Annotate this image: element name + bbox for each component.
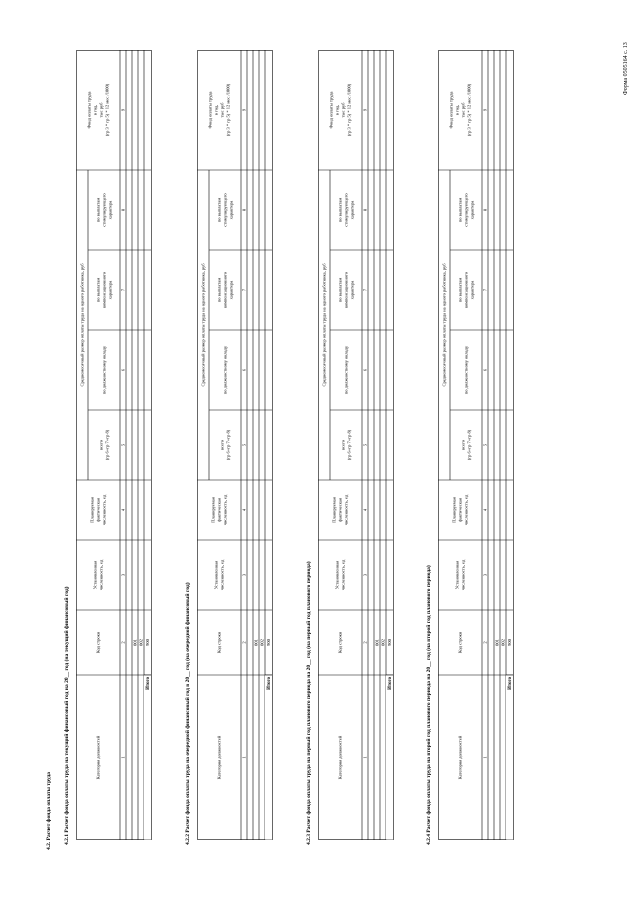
header-salary-line: по должностному окладу — [463, 345, 469, 395]
column-number: 2 — [482, 641, 488, 644]
column-number: 7 — [120, 288, 126, 292]
column-number: 9 — [482, 108, 488, 112]
header-compensation-line: компенсационного — [463, 272, 469, 308]
column-number: 5 — [482, 443, 488, 447]
row-code: 002 — [380, 639, 386, 646]
header-fund-line: (гр 3 * гр 5) * 12 мес /1000) — [346, 83, 352, 137]
column-number: 1 — [362, 756, 368, 759]
column-number: 4 — [241, 508, 247, 512]
header-planned-line: Планируемая — [210, 497, 216, 523]
column-number: 6 — [241, 368, 247, 372]
header-planned-line: численность, ед — [101, 494, 107, 526]
header-established-line: численность, ед — [460, 559, 466, 591]
header-fund-line: (гр 3 * гр 5) * 12 мес /1000) — [104, 83, 110, 137]
row-code: 002 — [259, 639, 265, 646]
header-compensation-line: по выплатам — [337, 277, 343, 303]
header-code-line: Код строки — [457, 631, 463, 654]
column-number: 8 — [241, 208, 247, 212]
header-incentive-line: стимулирующего — [222, 193, 228, 227]
column-number: 5 — [241, 443, 247, 447]
header-code-line: Код строки — [95, 631, 101, 654]
header-incentive-line: по выплатам — [95, 197, 101, 223]
header-compensation-line: характера — [107, 280, 113, 300]
header-incentive-line: стимулирующего — [463, 193, 469, 227]
header-planned-line: Планируемая — [451, 497, 457, 523]
header-category-line: Категория должностей — [457, 735, 463, 780]
row-code: 001 — [374, 639, 380, 646]
column-number: 5 — [362, 443, 368, 447]
header-fund-line: в год, — [454, 104, 460, 116]
header-planned-line: фактическая — [216, 498, 222, 522]
header-avg-group-line: Среднемесячный размер оплаты труда на одного работника, руб — [79, 263, 85, 387]
header-total-line: всего — [460, 439, 466, 451]
column-number: 1 — [120, 756, 126, 759]
header-fund-line: в год, — [92, 104, 98, 116]
header-planned-line: численность, ед — [463, 494, 469, 526]
column-number: 3 — [362, 573, 368, 577]
column-number: 4 — [482, 508, 488, 512]
header-total-line: (гр 6+гр 7+гр 8) — [346, 429, 352, 461]
total-label: Итого — [146, 677, 151, 690]
salary-fund-table — [438, 50, 520, 840]
column-number: 3 — [482, 573, 488, 577]
total-code: 900 — [266, 639, 271, 646]
column-number: 8 — [482, 208, 488, 212]
header-fund-line: в год, — [213, 104, 219, 116]
column-number: 1 — [482, 756, 488, 759]
header-fund-line: Фонд оплаты труда — [448, 91, 454, 129]
header-incentive-line: по выплатам — [457, 197, 463, 223]
header-salary-line: по должностному окладу — [222, 345, 228, 395]
salary-fund-table — [76, 50, 158, 840]
header-salary-line: по должностному окладу — [101, 345, 107, 395]
header-established-line: Установленная — [92, 560, 98, 590]
header-incentive-line: стимулирующего — [101, 193, 107, 227]
header-incentive-line: характера — [349, 200, 355, 220]
column-number: 8 — [362, 208, 368, 212]
table-title: 4.2.3 Расчет фонда оплаты труда на первый год планового периода на 20__ год (на первый год планового периода) — [306, 561, 312, 845]
table-title: 4.2.2 Расчет фонда оплаты труда на очередной финансовый год в 20__ год (на очередной финансовый год) — [185, 582, 191, 845]
column-number: 7 — [362, 288, 368, 292]
column-number: 2 — [241, 641, 247, 644]
header-planned-line: Планируемая — [89, 497, 95, 523]
header-planned-line: численность, ед — [222, 494, 228, 526]
header-total-line: всего — [219, 439, 225, 451]
column-number: 4 — [120, 508, 126, 512]
row-code: 001 — [132, 639, 138, 646]
header-total-line: (гр 6+гр 7+гр 8) — [466, 429, 472, 461]
column-number: 2 — [362, 641, 368, 644]
header-category-line: Категория должностей — [95, 735, 101, 780]
header-fund-line: (гр 3 * гр 5) * 12 мес /1000) — [225, 83, 231, 137]
column-number: 2 — [120, 641, 126, 644]
header-total-line: всего — [98, 439, 104, 451]
header-compensation-line: характера — [349, 280, 355, 300]
header-compensation-line: характера — [469, 280, 475, 300]
header-category-line: Категория должностей — [337, 735, 343, 780]
header-fund-line: Фонд оплаты труда — [328, 91, 334, 129]
header-established-line: Установленная — [213, 560, 219, 590]
column-number: 9 — [120, 108, 126, 112]
header-incentive-line: по выплатам — [216, 197, 222, 223]
header-total-line: (гр 6+гр 7+гр 8) — [104, 429, 110, 461]
header-planned-line: фактическая — [337, 498, 343, 522]
header-incentive-line: характера — [469, 200, 475, 220]
total-code: 900 — [145, 639, 150, 646]
header-salary-line: по должностному окладу — [343, 345, 349, 395]
column-number: 7 — [241, 288, 247, 292]
header-fund-line: Фонд оплаты труда — [207, 91, 213, 129]
header-avg-group-line: Среднемесячный размер оплаты труда на одного работника, руб — [441, 263, 447, 387]
header-planned-line: численность, ед — [343, 494, 349, 526]
header-fund-line: Фонд оплаты труда — [86, 91, 92, 129]
total-code: 900 — [387, 639, 392, 646]
header-established-line: численность, ед — [98, 559, 104, 591]
header-avg-group-line: Среднемесячный размер оплаты труда на одного работника, руб — [200, 263, 206, 387]
header-fund-line: тыс руб — [219, 102, 225, 118]
total-label: Итого — [508, 677, 513, 690]
column-number: 4 — [362, 508, 368, 512]
column-number: 8 — [120, 208, 126, 212]
row-code: 002 — [138, 639, 144, 646]
header-compensation-line: компенсационного — [101, 272, 107, 308]
table-title: 4.2.4 Расчет фонда оплаты труда на второй год планового периода на 20__ год (на второй год планового периода) — [426, 565, 432, 845]
header-established-line: численность, ед — [219, 559, 225, 591]
header-fund-line: в год, — [334, 104, 340, 116]
header-code-line: Код строки — [337, 631, 343, 654]
header-planned-line: фактическая — [95, 498, 101, 522]
header-compensation-line: характера — [228, 280, 234, 300]
table-title: 4.2.1 Расчет фонда оплаты труда на текущий финансовый год на 20__ год (на текущий финансовый год) — [64, 586, 70, 845]
column-number: 9 — [241, 108, 247, 112]
header-incentive-line: стимулирующего — [343, 193, 349, 227]
header-established-line: Установленная — [334, 560, 340, 590]
header-compensation-line: по выплатам — [216, 277, 222, 303]
header-avg-group-line: Среднемесячный размер оплаты труда на одного работника, руб — [321, 263, 327, 387]
salary-fund-table — [197, 50, 279, 840]
header-fund-line: тыс руб — [460, 102, 466, 118]
column-number: 6 — [362, 368, 368, 372]
column-number: 7 — [482, 288, 488, 292]
header-compensation-line: компенсационного — [222, 272, 228, 308]
total-code: 900 — [507, 639, 512, 646]
header-compensation-line: по выплатам — [457, 277, 463, 303]
column-number: 1 — [241, 756, 247, 759]
salary-fund-table — [318, 50, 400, 840]
row-code: 001 — [494, 639, 500, 646]
header-established-line: численность, ед — [340, 559, 346, 591]
header-fund-line: тыс руб — [98, 102, 104, 118]
form-code: Форма 0505164 с. 13 — [623, 42, 629, 95]
column-number: 6 — [482, 368, 488, 372]
header-category-line: Категория должностей — [216, 735, 222, 780]
header-compensation-line: компенсационного — [343, 272, 349, 308]
header-fund-line: (гр 3 * гр 5) * 12 мес /1000) — [466, 83, 472, 137]
header-incentive-line: характера — [228, 200, 234, 220]
header-code-line: Код строки — [216, 631, 222, 654]
header-planned-line: Планируемая — [331, 497, 337, 523]
header-incentive-line: по выплатам — [337, 197, 343, 223]
header-compensation-line: по выплатам — [95, 277, 101, 303]
header-incentive-line: характера — [107, 200, 113, 220]
section-title: 4.2. Расчет фонда оплаты труда — [46, 772, 52, 850]
header-planned-line: фактическая — [457, 498, 463, 522]
total-label: Итого — [267, 677, 272, 690]
total-label: Итого — [388, 677, 393, 690]
column-number: 6 — [120, 368, 126, 372]
column-number: 9 — [362, 108, 368, 112]
column-number: 5 — [120, 443, 126, 447]
row-code: 001 — [253, 639, 259, 646]
column-number: 3 — [241, 573, 247, 577]
header-fund-line: тыс руб — [340, 102, 346, 118]
column-number: 3 — [120, 573, 126, 577]
row-code: 002 — [500, 639, 506, 646]
header-total-line: (гр 6+гр 7+гр 8) — [225, 429, 231, 461]
header-total-line: всего — [340, 439, 346, 451]
header-established-line: Установленная — [454, 560, 460, 590]
